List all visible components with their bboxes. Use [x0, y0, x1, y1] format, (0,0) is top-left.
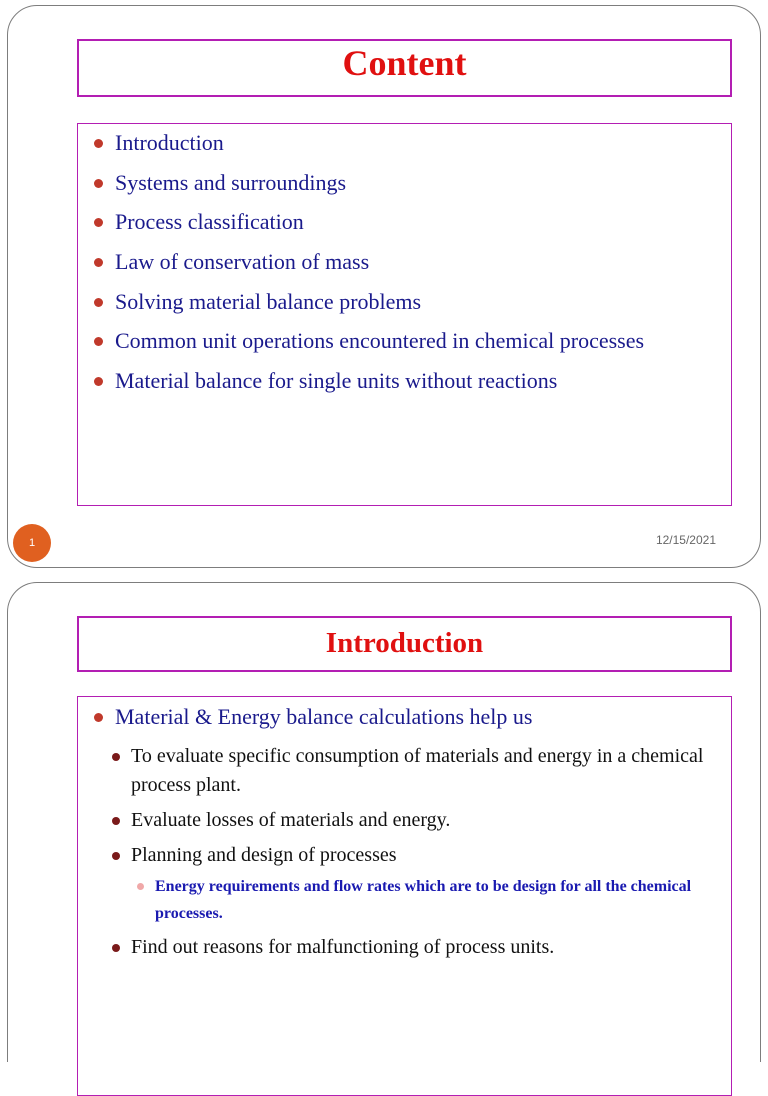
bullet-list — [85, 704, 731, 976]
list-item: Common unit operations encountered in chemical processes — [85, 328, 644, 354]
bullet-icon — [94, 218, 103, 227]
sub-list-item: Evaluate losses of materials and energy. — [108, 806, 731, 835]
bullet-icon — [94, 139, 103, 148]
sub-list-item: To evaluate specific consumption of materials and energy in a chemical process plant. — [108, 742, 731, 800]
slide-date: 12/15/2021 — [655, 533, 716, 547]
list-item: Systems and surroundings — [85, 170, 644, 196]
list-item: Solving material balance problems — [85, 289, 644, 315]
list-item: Law of conservation of mass — [85, 249, 644, 275]
slide-title — [77, 39, 732, 97]
slide-title — [77, 616, 732, 672]
bullet-icon — [112, 817, 120, 825]
bullet-icon — [112, 753, 120, 761]
sub-list-item: Find out reasons for malfunctioning of process units. — [108, 933, 731, 962]
list-item: Material balance for single units without reactions — [85, 368, 644, 394]
list-item: Introduction — [85, 130, 644, 156]
bullet-icon — [112, 852, 120, 860]
bullet-icon — [94, 298, 103, 307]
sub-sub-list-item: Energy requirements and flow rates which are to be design for all the chemical processes. — [131, 873, 731, 927]
bullet-icon — [94, 713, 103, 722]
bullet-icon — [112, 944, 120, 952]
slide-2 — [7, 582, 761, 1062]
bullet-list — [85, 130, 644, 408]
bullet-icon — [94, 179, 103, 188]
slide-title-text: Introduction — [325, 627, 484, 659]
content-box — [77, 696, 732, 1096]
sub-bullet-list — [108, 742, 731, 962]
bullet-icon — [94, 337, 103, 346]
slide-1 — [7, 5, 761, 568]
bullet-icon — [94, 377, 103, 386]
bullet-icon — [94, 258, 103, 267]
list-item: Material & Energy balance calculations help us To evaluate specific consumption of materials and energy in a chemical process plant. Evaluate losses of materials and energy. Planning and design of processes Energy requirements and flow rates which are to be design for all the chemical processes. Find out reasons for malfunctioning of process units. — [85, 704, 731, 962]
slide-title-text: Content — [342, 43, 467, 83]
bullet-icon — [137, 883, 144, 890]
sub-list-item: Planning and design of processes Energy requirements and flow rates which are to be design for all the chemical processes. — [108, 841, 731, 927]
content-box — [77, 123, 732, 506]
list-item: Process classification — [85, 209, 644, 235]
sub-sub-bullet-list — [131, 873, 731, 927]
page-number-badge: 1 — [13, 524, 51, 562]
